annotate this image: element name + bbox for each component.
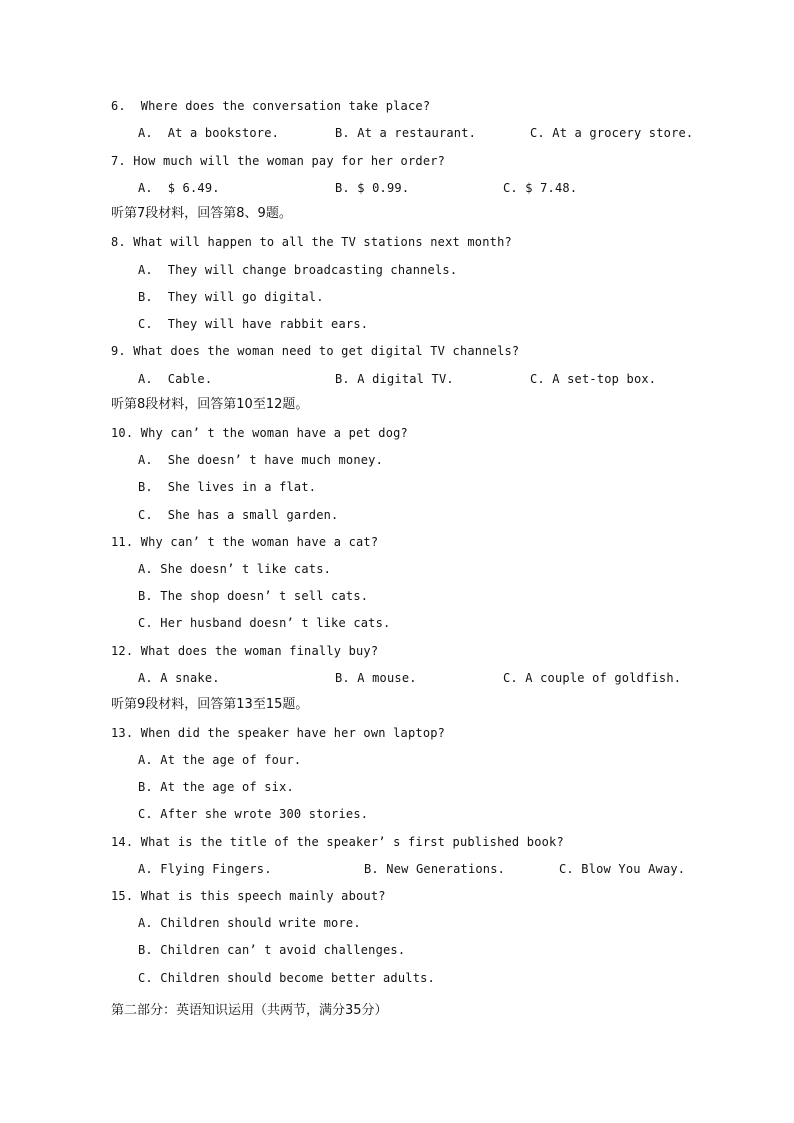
question-7-option-c: C. $ 7.48. (503, 181, 578, 195)
question-15-option-a: A. Children should write more. (138, 916, 361, 930)
question-14-stem: 14. What is the title of the speaker’ s first published book? (111, 835, 564, 849)
question-13-option-a: A. At the age of four. (138, 753, 302, 767)
question-13-option-c: C. After she wrote 300 stories. (138, 807, 369, 821)
question-10-option-c: C. She has a small garden. (138, 508, 339, 522)
question-9-option-c: C. A set-top box. (530, 372, 657, 386)
question-11-option-c: C. Her husband doesn’ t like cats. (138, 616, 391, 630)
question-13-stem: 13. When did the speaker have her own laptop? (111, 726, 446, 740)
question-10-option-a: A. She doesn’ t have much money. (138, 453, 384, 467)
question-13-option-b: B. At the age of six. (138, 780, 294, 794)
question-12-stem: 12. What does the woman finally buy? (111, 644, 379, 658)
question-15-stem: 15. What is this speech mainly about? (111, 889, 386, 903)
part-2-heading: 第二部分：英语知识运用（共两节，满分35分） (111, 1003, 388, 1018)
question-9-option-a: A. Cable. (138, 372, 213, 386)
question-8-stem: 8. What will happen to all the TV stations next month? (111, 235, 512, 249)
question-6-option-c: C. At a grocery store. (530, 126, 694, 140)
question-14-option-b: B. New Generations. (364, 862, 506, 876)
question-12-option-b: B. A mouse. (335, 671, 417, 685)
question-7-option-b: B. $ 0.99. (335, 181, 410, 195)
question-9-option-b: B. A digital TV. (335, 372, 454, 386)
section-7-instruction: 听第7段材料，回答第8、9题。 (111, 206, 292, 221)
question-12-option-a: A. A snake. (138, 671, 220, 685)
question-8-option-c: C. They will have rabbit ears. (138, 317, 369, 331)
question-11-option-a: A. She doesn’ t like cats. (138, 562, 332, 576)
question-12-option-c: C. A couple of goldfish. (503, 671, 682, 685)
question-6-option-a: A. At a bookstore. (138, 126, 280, 140)
question-7-stem: 7. How much will the woman pay for her order? (111, 154, 446, 168)
section-9-instruction: 听第9段材料，回答第13至15题。 (111, 697, 309, 712)
question-11-option-b: B. The shop doesn’ t sell cats. (138, 589, 369, 603)
question-6-option-b: B. At a restaurant. (335, 126, 477, 140)
question-14-option-c: C. Blow You Away. (559, 862, 686, 876)
question-7-option-a: A. $ 6.49. (138, 181, 220, 195)
section-8-instruction: 听第8段材料，回答第10至12题。 (111, 397, 309, 412)
question-6-stem: 6. Where does the conversation take place? (111, 99, 431, 113)
question-9-stem: 9. What does the woman need to get digital TV channels? (111, 344, 520, 358)
question-15-option-c: C. Children should become better adults. (138, 971, 435, 985)
question-10-stem: 10. Why can’ t the woman have a pet dog? (111, 426, 408, 440)
question-8-option-b: B. They will go digital. (138, 290, 324, 304)
question-10-option-b: B. She lives in a flat. (138, 480, 317, 494)
question-8-option-a: A. They will change broadcasting channels. (138, 263, 458, 277)
question-11-stem: 11. Why can’ t the woman have a cat? (111, 535, 379, 549)
question-15-option-b: B. Children can’ t avoid challenges. (138, 943, 406, 957)
question-14-option-a: A. Flying Fingers. (138, 862, 272, 876)
